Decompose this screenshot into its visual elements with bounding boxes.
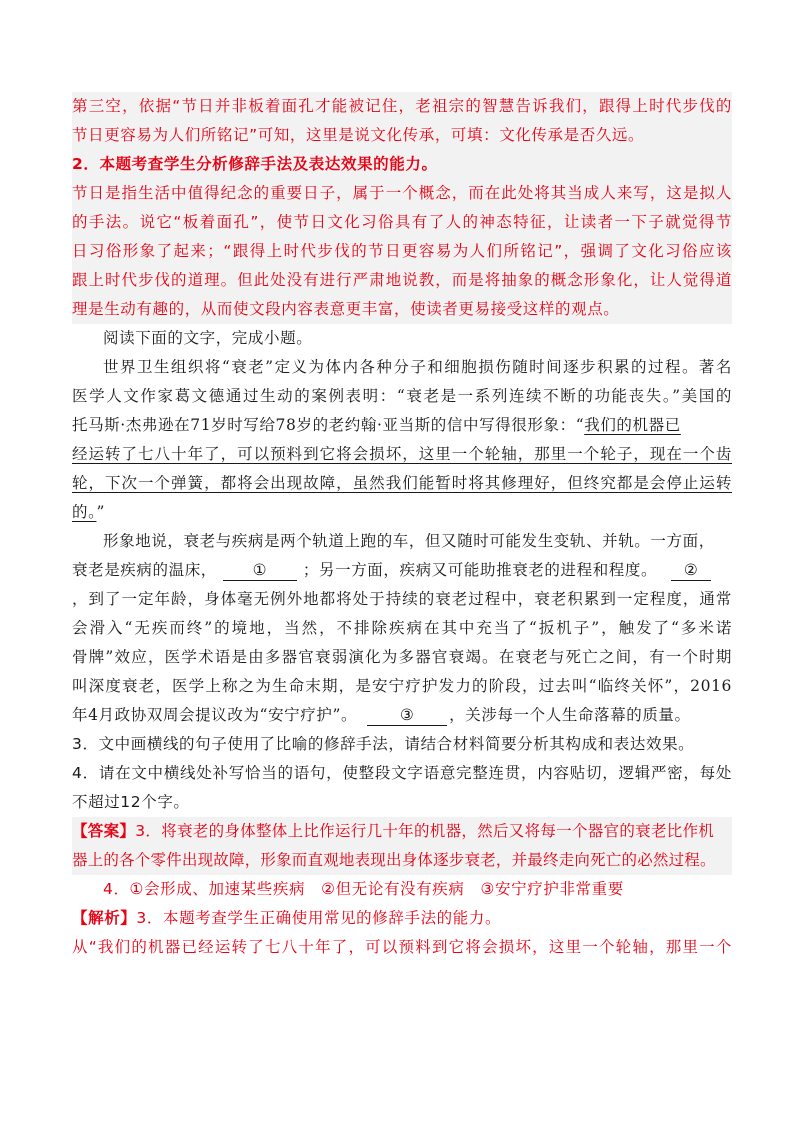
analysis-line: 节日更容易为人们所铭记”可知，这里是说文化传承，可填：文化传承是否久远。 xyxy=(72,121,732,150)
analysis-line xyxy=(72,904,732,933)
passage-line: ，到了一定年龄，身体毫无例外地都将处于持续的衰老过程中，衰老积累到一定程度，通常 xyxy=(72,590,732,608)
passage-line: 骨牌”效应，医学术语是由多器官衰弱演化为多器官衰竭。在衰老与死亡之间，有一个时期 xyxy=(72,648,732,666)
passage-line xyxy=(72,411,732,440)
passage-line xyxy=(72,556,732,585)
analysis-line: 跟上时代步伐的道理。但此处没有进行严肃地说教，而是将抽象的概念形象化，让人觉得道 xyxy=(72,266,732,295)
answer-tag: 【答案】 xyxy=(72,822,136,840)
answer-line xyxy=(72,817,732,846)
question-4-continued: 不超过12个字。 xyxy=(72,793,190,811)
passage-line: 叫深度衰老，医学上称之为生命末期，是安宁疗护发力的阶段，过去叫“临终关怀”，2016 xyxy=(72,677,732,695)
analysis-line: 理是生动有趣的，从而使文段内容表意更丰富，使读者更易接受这样的观点。 xyxy=(72,295,732,324)
question-3: 3．文中画横线的句子使用了比喻的修辞手法，请结合材料简要分析其构成和表达效果。 xyxy=(72,735,695,753)
analysis-line: 日习俗形象了起来；“跟得上时代步伐的节日更容易为人们所铭记”，强调了文化习俗应该 xyxy=(72,237,732,266)
analysis-line: 的手法。说它“板着面孔”，使节日文化习俗具有了人的神态特征，让读者一下子就觉得节 xyxy=(72,208,732,237)
analysis-tag: 【解析】 xyxy=(72,909,137,927)
analysis-line: 从“我们的机器已经运转了七八十年了，可以预料到它将会损坏，这里一个轮轴，那里一个 xyxy=(72,938,732,956)
reading-instruction: 阅读下面的文字，完成小题。 xyxy=(103,329,313,347)
answer-text: 3．将衰老的身体整体上比作运行几十年的机器，然后又将每一个器官的衰老比作机 xyxy=(135,822,715,840)
fill-blank-3: ③ xyxy=(367,705,447,726)
passage-text: ；另一方面，疾病又可能助推衰老的进程和程度。 xyxy=(302,561,658,579)
passage-line xyxy=(72,498,732,527)
passage-line: 形象地说，衰老与疾病是两个轨道上跑的车，但又随时可能发生变轨、并轨。一方面， xyxy=(103,532,715,550)
passage-line: 会滑入“无疾而终”的境地，当然，不排除疾病在其中充当了“扳机子”，触发了“多米诺 xyxy=(72,619,732,637)
passage-text: 年4月政协双周会提议改为“安宁疗护”。 xyxy=(72,706,358,724)
underlined-sentence: 的。 xyxy=(72,503,97,521)
underlined-sentence: 我们的机器已 xyxy=(584,416,681,434)
underlined-sentence: 经运转了七八十年了，可以预料到它将会损坏，这里一个轮轴，那里一个轮子，现在一个齿 xyxy=(72,445,732,463)
question-analysis-heading: 2．本题考查学生分析修辞手法及表达效果的能力。 xyxy=(72,150,732,179)
fill-blank-2: ② xyxy=(671,560,711,581)
document-body xyxy=(72,92,732,962)
passage-line: 世界卫生组织将“衰老”定义为体内各种分子和细胞损伤随时间逐步积累的过程。著名 xyxy=(103,358,732,376)
answer-line: 4．①会形成、加速某些疾病 ②但无论有没有疾病 ③安宁疗护非常重要 xyxy=(103,880,624,898)
passage-line xyxy=(72,701,732,730)
passage-line: 医学人文作家葛文德通过生动的案例表明：“衰老是一系列连续不断的功能丧失。”美国的 xyxy=(72,387,732,405)
analysis-line: 第三空，依据“节日并非板着面孔才能被记住，老祖宗的智慧告诉我们，跟得上时代步伐的 xyxy=(72,92,732,121)
passage-text: 衰老是疾病的温床， xyxy=(72,561,217,579)
answer-line: 器上的各个零件出现故障，形象而直观地表现出身体逐步衰老，并最终走向死亡的必然过程。 xyxy=(72,846,732,875)
fill-blank-1: ① xyxy=(223,560,297,581)
passage-text: ，关涉每一个人生命落幕的质量。 xyxy=(449,706,691,724)
passage-text: 托马斯·杰弗逊在71岁时写给78岁的老约翰·亚当斯的信中写得很形象：“ xyxy=(72,416,585,434)
question-4: 4．请在文中横线处补写恰当的语句，使整段文字语意完整连贯，内容贴切，逻辑严密，每处 xyxy=(72,764,732,782)
analysis-text: 3．本题考查学生正确使用常见的修辞手法的能力。 xyxy=(136,909,502,927)
underlined-sentence: 轮，下次一个弹簧，都将会出现故障，虽然我们能暂时将其修理好，但终究都是会停止运转 xyxy=(72,474,732,492)
passage-text: ” xyxy=(96,503,105,521)
analysis-line: 节日是指生活中值得纪念的重要日子，属于一个概念，而在此处将其当成人来写，这是拟人 xyxy=(72,179,732,208)
